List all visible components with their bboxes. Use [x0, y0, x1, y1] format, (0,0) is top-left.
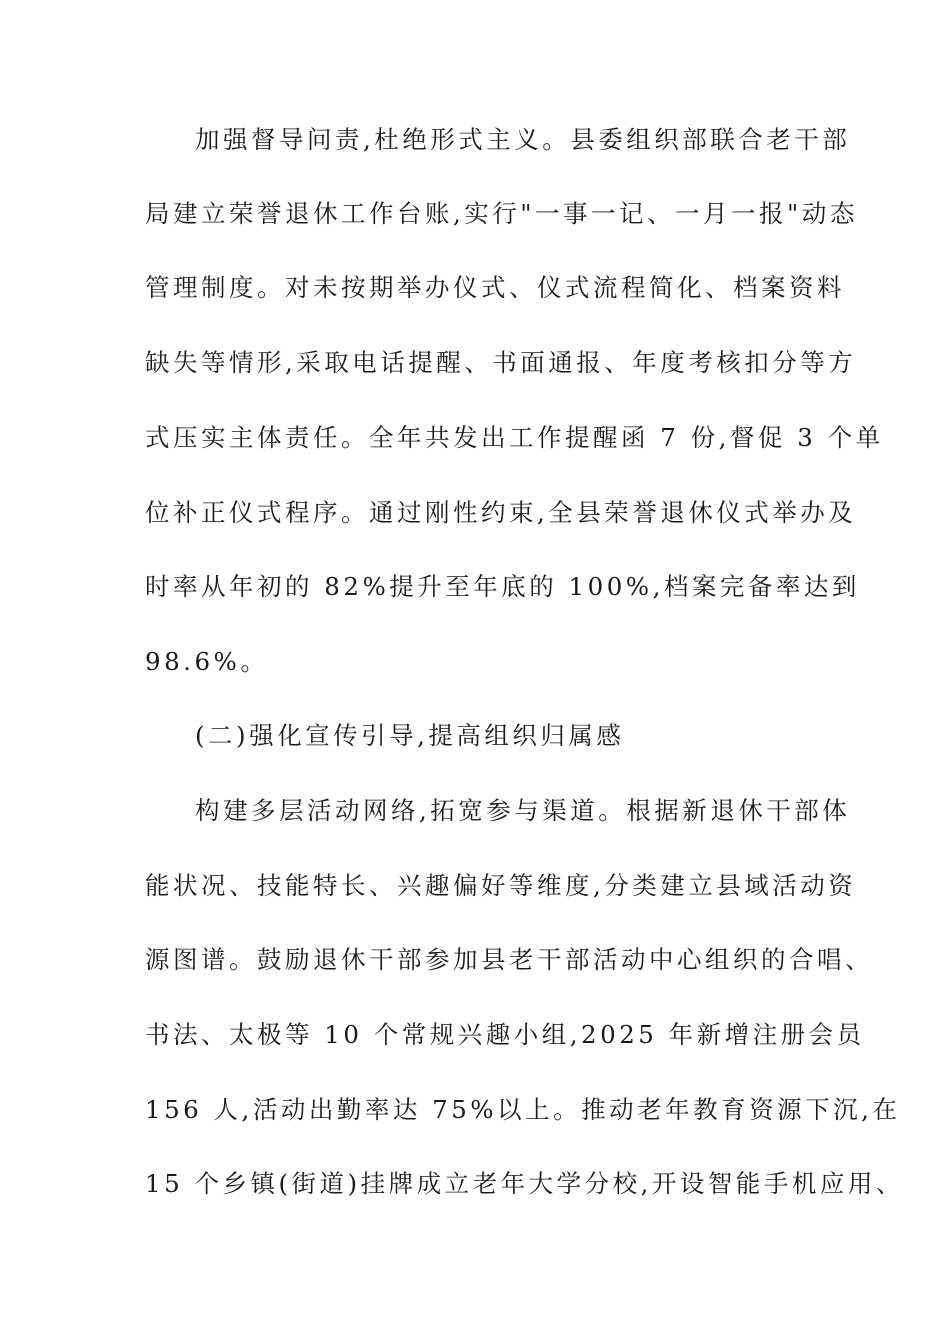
section-heading: (二)强化宣传引导,提高组织归属感 [195, 721, 625, 750]
paragraph-line: 位补正仪式程序。通过刚性约束,全县荣誉退休仪式举办及 [145, 498, 857, 527]
paragraph-line: 98.6%。 [145, 647, 269, 676]
paragraph-line: 源图谱。鼓励退休干部参加县老干部活动中心组织的合唱、 [145, 945, 873, 974]
paragraph-line: 能状况、技能特长、兴趣偏好等维度,分类建立县域活动资 [145, 871, 857, 900]
paragraph-line: 时率从年初的 82%提升至年底的 100%,档案完备率达到 [145, 572, 860, 601]
paragraph-line: 缺失等情形,采取电话提醒、书面通报、年度考核扣分等方 [145, 348, 857, 377]
paragraph-line: 书法、太极等 10 个常规兴趣小组,2025 年新增注册会员 [145, 1020, 865, 1049]
paragraph-line: 15 个乡镇(街道)挂牌成立老年大学分校,开设智能手机应用、 [145, 1169, 904, 1198]
paragraph-line: 局建立荣誉退休工作台账,实行"一事一记、一月一报"动态 [145, 199, 858, 228]
paragraph-line: 加强督导问责,杜绝形式主义。县委组织部联合老干部 [195, 125, 851, 154]
paragraph-line: 管理制度。对未按期举办仪式、仪式流程简化、档案资料 [145, 273, 845, 302]
paragraph-line: 式压实主体责任。全年共发出工作提醒函 7 份,督促 3 个单 [145, 423, 884, 452]
paragraph-line: 156 人,活动出勤率达 75%以上。推动老年教育资源下沉,在 [145, 1095, 901, 1124]
paragraph-line: 构建多层活动网络,拓宽参与渠道。根据新退休干部体 [195, 796, 851, 825]
